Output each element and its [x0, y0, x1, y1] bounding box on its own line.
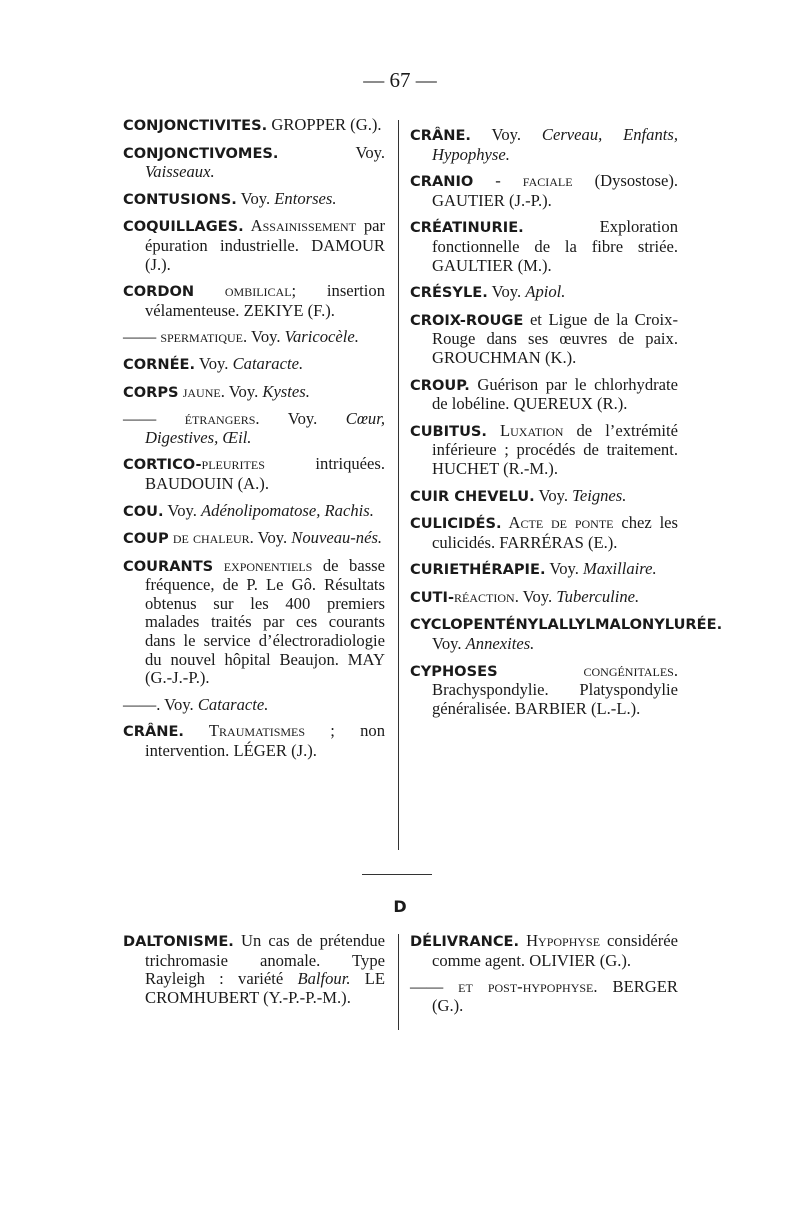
entry-headword: CORDON [123, 283, 195, 301]
entry-text: Luxation [486, 420, 564, 440]
left-column-bottom [123, 932, 385, 1015]
index-entry [123, 328, 385, 347]
index-entry [410, 126, 678, 164]
entry-headword: CUBITUS. [410, 422, 487, 440]
entry-text: de basse fréquence, de P. Le Gô. Résultats obtenus sur les 400 premiers malades traités par ces courants dans le service d’électroradiologie du nouvel hôpital Beaujon. MAY (G.-J.-P.). [145, 555, 385, 688]
right-column-bottom [410, 932, 678, 1023]
index-entry [123, 557, 385, 688]
index-entry [123, 502, 385, 522]
entry-text: —— [410, 977, 444, 997]
entry-text: Adénolipomatose, Rachis. [201, 500, 374, 520]
entry-text: Vaisseaux. [145, 162, 215, 182]
entry-text: chez les culicidés. FARRÉRAS (E.). [432, 513, 679, 552]
entry-text: —— [123, 327, 157, 347]
entry-headword: COQUILLAGES. [123, 218, 244, 236]
index-entry [123, 144, 385, 182]
entry-text: Voy. [470, 125, 542, 144]
entry-text: Voy. [432, 634, 466, 654]
entry-headword: CONJONCTIVOMES. [123, 144, 279, 162]
entry-text: étrangers [156, 409, 256, 429]
entry-headword: CORTICO- [123, 456, 202, 474]
entry-text: Apiol. [525, 282, 566, 302]
index-entry [410, 588, 678, 608]
entry-text: Voy. [236, 188, 275, 208]
entry-text: Cataracte. [232, 353, 304, 373]
entry-text: considérée comme agent. OLIVIER (G.). [432, 931, 678, 970]
entry-headword: CRANIO [410, 173, 474, 191]
index-entry [410, 487, 678, 507]
entry-text: Nouveau-nés. [291, 528, 383, 548]
entry-text: Acte de ponte [501, 513, 614, 533]
index-entry [410, 218, 678, 275]
entry-headword: COUP [123, 530, 169, 548]
index-entry [410, 311, 678, 368]
entry-text: spermatique [156, 327, 244, 347]
entry-text: Maxillaire. [583, 559, 657, 579]
index-entry [123, 455, 385, 493]
entry-headword: CULICIDÉS. [410, 515, 502, 533]
entry-headword: CRÂNE. [410, 127, 471, 144]
entry-text: Assainissement [243, 216, 356, 236]
entry-headword: CORNÉE. [123, 355, 196, 373]
entry-headword: CROIX-ROUGE [410, 311, 524, 329]
entry-text: . Voy. [255, 409, 346, 429]
entry-text: Hypophyse [519, 931, 601, 950]
entry-text: ; non intervention. LÉGER (J.). [145, 721, 385, 761]
entry-text: - [473, 171, 523, 191]
entry-text: . Voy. [249, 528, 292, 548]
entry-text: ombilical [194, 281, 292, 301]
entry-text: Cerveau, Enfants, Hypophyse. [432, 125, 678, 164]
index-entry [123, 696, 385, 715]
entry-text: congénitales [497, 660, 674, 680]
page-number: — 67 — [363, 68, 437, 92]
index-entry [410, 615, 723, 654]
index-entry [123, 383, 385, 403]
index-entry [410, 560, 678, 580]
entry-text: exponentiels [213, 555, 313, 575]
entry-text: de chaleur [168, 528, 250, 548]
entry-text: réaction [454, 586, 515, 606]
entry-headword: DÉLIVRANCE. [410, 933, 520, 950]
entry-headword: CRÂNE. [123, 723, 184, 741]
entry-text: jaune [178, 381, 221, 401]
entry-text: GROPPER (G.). [267, 115, 382, 134]
entry-headword: CONJONCTIVITES. [123, 117, 268, 134]
entry-text: de l’extrémité inférieure ; procédés de traitement. HUCHET (R.-M.). [432, 420, 678, 478]
entry-text: Un cas de prétendue trichromasie anomale. Type Rayleigh : variété [145, 931, 385, 989]
index-entry [123, 190, 385, 210]
index-entry [123, 529, 385, 549]
entry-headword: COU. [123, 502, 164, 520]
entry-headword: COURANTS [123, 557, 214, 575]
column-divider [398, 120, 399, 850]
entry-text: . Voy. [156, 694, 198, 714]
index-entry [123, 355, 385, 375]
left-column-top [123, 116, 385, 769]
entry-text: Balfour. [297, 969, 351, 989]
index-entry [410, 422, 678, 479]
entry-text: Exploration fonctionnelle de la fibre striée. GAULTIER (M.). [432, 217, 678, 275]
entry-text: faciale [522, 171, 573, 191]
entry-headword: CRÉATINURIE. [410, 219, 524, 237]
entry-text: Voy. [487, 282, 526, 302]
index-entry [410, 172, 678, 210]
entry-text: . BERGER (G.). [432, 977, 678, 1015]
entry-headword: CROUP. [410, 376, 470, 394]
entry-text: Annexites. [465, 634, 535, 654]
section-letter: D [393, 897, 407, 916]
entry-text: . Voy. [514, 586, 557, 606]
entry-headword: CUIR CHEVELU. [410, 487, 535, 505]
entry-text: Voy. [545, 559, 584, 579]
index-entry [123, 722, 385, 760]
index-entry [410, 376, 678, 414]
index-entry [123, 116, 385, 136]
entry-headword: CORPS [123, 383, 179, 401]
entry-text: Guérison par le chlorhydrate de lobéline. QUEREUX (R.). [432, 374, 678, 414]
entry-headword: CONTUSIONS. [123, 190, 237, 208]
entry-text: Voy. [195, 353, 233, 373]
entry-text: Voy. [278, 142, 385, 162]
entry-text: Voy. [534, 485, 573, 505]
entry-text: (Dysostose). GAUTIER (J.-P.). [432, 171, 678, 210]
entry-headword: CUTI- [410, 588, 455, 606]
index-entry [410, 283, 678, 303]
entry-headword: CURIETHÉRAPIE. [410, 561, 546, 579]
entry-text: —— [123, 409, 157, 429]
entry-text: . Voy. [220, 381, 263, 401]
entry-text: Cœur, Digestives, Œil. [145, 409, 385, 447]
entry-text: —— [123, 694, 157, 714]
entry-text: Voy. [163, 500, 202, 520]
index-entry [123, 932, 385, 1007]
entry-text: Traumatismes [183, 721, 306, 741]
index-entry [123, 217, 385, 274]
section-rule [362, 874, 432, 875]
index-entry [410, 662, 678, 719]
entry-text: Cataracte. [197, 694, 269, 714]
entry-text: Teignes. [572, 485, 627, 505]
entry-text: Tuberculine. [556, 586, 640, 606]
entry-text: par épuration industrielle. DAMOUR (J.). [145, 216, 386, 274]
entry-headword: CRÉSYLE. [410, 284, 488, 302]
entry-text: ; insertion vélamenteuse. ZEKIYE (F.). [145, 281, 385, 320]
entry-text: intriquées. BAUDOUIN (A.). [145, 454, 385, 493]
entry-text: Kystes. [262, 381, 310, 401]
entry-text: et post-hypophyse [443, 977, 594, 997]
index-entry [410, 932, 678, 970]
entry-headword: DALTONISME. [123, 933, 234, 950]
entry-text: . Brachyspondylie. Platyspondylie généralisée. BARBIER (L.-L.). [432, 660, 678, 718]
entry-text: . Voy. [243, 327, 285, 347]
index-entry [123, 410, 385, 447]
entry-headword: CYCLOPENTÉNYLALLYLMALONYLURÉE. [410, 616, 723, 634]
entry-text: Entorses. [274, 188, 337, 208]
column-divider [398, 934, 399, 1030]
index-entry [410, 978, 678, 1015]
entry-headword: CYPHOSES [410, 662, 498, 680]
index-entry [410, 514, 678, 552]
right-column-top [410, 125, 723, 726]
entry-text: Varicocèle. [284, 327, 359, 347]
entry-text: LE CROMHUBERT (Y.-P.-P.-M.). [145, 969, 386, 1007]
index-entry [123, 282, 385, 320]
entry-text: et Ligue de la Croix-Rouge dans ses œuvres de paix. GROUCHMAN (K.). [432, 309, 678, 367]
entry-text: pleurites [201, 454, 265, 474]
